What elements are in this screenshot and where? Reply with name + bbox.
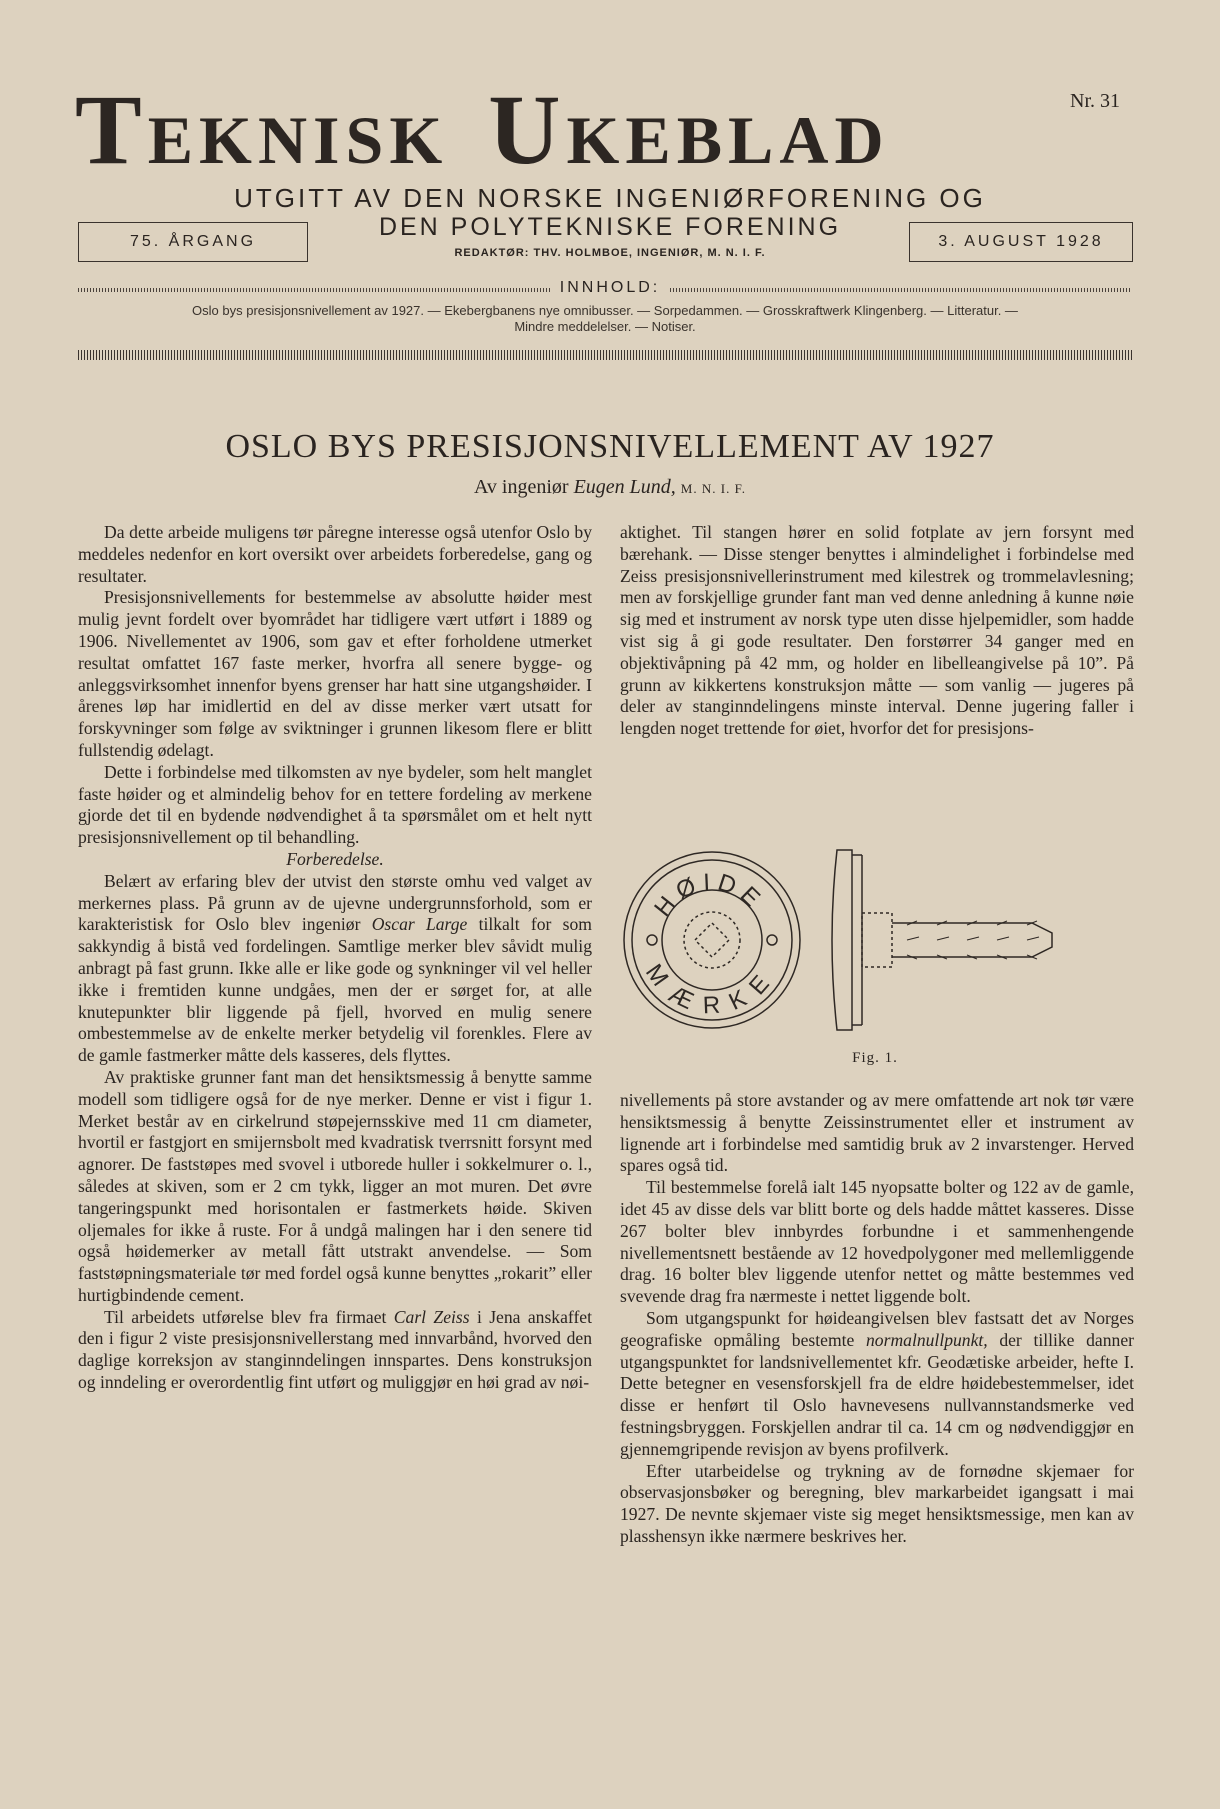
left-column: [78, 522, 592, 1394]
text-run: Til arbeidets utførelse blev fra firmaet: [104, 1306, 394, 1327]
byline-prefix: Av ingeniør: [473, 476, 574, 498]
term-italic: normalnullpunkt,: [866, 1329, 988, 1350]
disk-hole-right: [767, 935, 777, 945]
paragraph: Av praktiske grunner fant man det hensiktsmessig å benytte samme modell som tidligere også for de nye merker. Denne er vist i figur 1. Merket består av en cirkelrund støpejernsskive med 11 cm diameter, hvortil er fastgjort en smijernsbolt med kvadratisk tverrsnitt forsynt med agnorer. De faststøpes med svovel i utborede huller i sokkelmurer o. l., således at skiven, som er 2 cm tykk, ligger an mot muren. Det øvre tangeringspunkt med horisontalen er fastmerkets høide. Skiven oljemales for ikke å ruste. For å undgå malingen har i den senere tid også høidemerker av metall fått utstrakt anvendelse. — Som faststøpningsmateriale tør med fordel også kunne benyttes „rokarit” eller hurtigbindende cement.: [78, 1066, 592, 1305]
contents-rule-left: [78, 288, 550, 292]
paragraph: [78, 1307, 592, 1394]
subtitle-line-1: UTGITT AV DEN NORSKE INGENIØRFORENING OG: [234, 183, 986, 213]
paragraph: Dette i forbindelse med tilkomsten av nye bydeler, som helt manglet faste høider og et almindelig behov for en tettere fordeling av merkene gjorde det til en bydende nødvendighet å ta spørsmålet om et helt nytt presisjonsnivellement op til behandling.: [78, 761, 592, 848]
contents-line-1: Oslo bys presisjonsnivellement av 1927. — Ekebergbanens nye omnibusser. — Sorpedammen. — Grosskraftwerk Klingenberg. — Litteratur. —: [192, 303, 1018, 318]
header-divider: [78, 350, 1132, 360]
right-column-bottom: [620, 1090, 1134, 1548]
disk-hole-left: [647, 935, 657, 945]
text-run: tilkalt for som sakkyndig å bistå ved fordelingen. Samtlige merker blev såvidt mulig anbragt på fast grunn. Ikke alle er like gode og synkninger vil vel heller ikke i fremtiden kunne undgåes, men der er sørget for, at alle knutepunkter blir liggende på fjell, hvorved en mulig senere ombestemmelse av de enkelte merker betydelig vil forenkles. Flere av de gamle fastmerker måtte dels kasseres, dels flyttes.: [78, 914, 592, 1066]
paragraph: [620, 1308, 1134, 1461]
bolt-barbs: [907, 921, 1039, 959]
contents-list: [78, 303, 1132, 335]
masthead-u: U: [488, 74, 567, 185]
paragraph: Presisjonsnivellements for bestemmelse av absolutte høider mest mulig jevnt fordelt over byområdet har tidligere vært utført i 1889 og 1906. Nivellementet av 1906, som gav et efter forholdene utmerket resultat omfattet 167 faste merker, hvorfra all senere bygge- og anleggsvirksomhet innenfor byens grenser har hatt sine utgangshøider. I årenes løp har imidlertid en del av disse merker vært utsatt for forskyvninger som følge av sviktninger i grunnen likesom flere er blitt fullstendig ødelagt.: [78, 587, 592, 760]
paragraph: aktighet. Til stangen hører en solid fotplate av jern forsynt med bærehank. — Disse stenger benyttes i almindelighet i forbindelse med Zeiss presisjonsnivellerinstrument med kilestrek og trommelavlesning; men av forskjellige grunder fant man ved denne anledning å kunne nøie sig med et instrument av norsk type uten disse hjelpemidler, som hadde vist sig å gi gode resultater. Den forstørrer 34 ganger med en objektivåpning på 42 mm, og holder en libelleangivelse på 10”. På grunn av kikkertens konstruksjon måtte — som vanlig — jugeres på deler av stanginndelingens minste interval. Denne jugering faller i lengden noget trettende for øiet, hvorfor det for presisjons-: [620, 522, 1134, 739]
figure-text-hoide: [649, 869, 769, 922]
contents-rule-right: [670, 288, 1132, 292]
text-run: der tillike danner utgangspunktet for landsnivellementet kfr. Geodætiske arbeider, hefte I. Dette betegner en vesensforskjell fra de eldre høidebestemmelser, idet disse er henført til Oslo havnevesens nullvannstandsmerke ved festningsbryggen. Forskjellen andrar til ca. 14 cm og nødvendiggjør en gjennemgripende revisjon av byens profilverk.: [620, 1329, 1134, 1459]
article-title: OSLO BYS PRESISJONSNIVELLEMENT AV 1927: [225, 428, 995, 465]
text-run: Som utgangspunkt for høideangivelsen blev fastsatt det av Norges geografiske opmåling bestemte: [620, 1307, 1134, 1350]
masthead-word1: EKNISK: [147, 102, 449, 178]
contents-line-2: Mindre meddelelser. — Notiser.: [514, 319, 696, 334]
figure-text-maerke-path: MÆRKE: [639, 959, 779, 1020]
section-heading: Forberedelse.: [286, 848, 384, 869]
text-run: Belært av erfaring blev der utvist den største omhu ved valget av merkernes plass. På grunn av de ujevne undergrunnsforhold, som er karakteristisk for Oslo blev ingeniør: [78, 870, 592, 935]
paragraph: Til bestemmelse forelå ialt 145 nyopsatte bolter og 122 av de gamle, idet 45 av disse dels var blitt borte og dels hadde måttet kasseres. Disse 267 bolter blev innbyrdes forbundne i et sammenhengende nivellementsnett bestående av 12 hovedpolygoner med mellemliggende drag. 16 bolter blev liggende utenfor nettet og måtte bestemmes ved svevende drag fra nærmeste i nettet liggende bolt.: [620, 1177, 1134, 1307]
person-name: Oscar Large: [371, 914, 468, 935]
bolt-circle: [684, 912, 740, 968]
article-byline: [300, 476, 920, 499]
paragraph: Efter utarbeidelse og trykning av de fornødne skjemaer for observasjonsbøker og beregning, blev markarbeidet igangsatt i mai 1927. De nevnte skjemaer viste sig meget hensiktsmessige, men kan av plasshensyn ikke nærmere beskrives her.: [620, 1460, 1134, 1546]
editor-line: REDAKTØR: THV. HOLMBOE, INGENIØR, M. N. I. F.: [454, 247, 766, 259]
byline-author: Eugen Lund,: [573, 476, 676, 498]
text-run: i Jena anskaffet den i figur 2 viste presisjonsnivellerstang med innvarbånd, hvorved den daglige korreksjon av stanginndelingen innspartes. Dens konstruksjon og inndeling er overordentlig fint utført og muliggjør en høi grad av nøi-: [78, 1306, 592, 1393]
subtitle-line-2: DEN POLYTEKNISKE FORENING: [378, 213, 842, 241]
contents-heading: INNHOLD:: [559, 279, 661, 296]
paragraph: [78, 871, 592, 1067]
disk-side-view: [832, 850, 852, 1030]
figure-1-benchmark: [622, 835, 1132, 1075]
masthead-t: T: [75, 74, 148, 185]
byline-title: M. N. I. F.: [680, 481, 747, 496]
paragraph: nivellements på store avstander og av mere omfattende art nok tør være hensiktsmessig å benytte Zeissinstrumentet eller et instrument av lignende art i forbindelse med samtidig bruk av 2 invarstenger. Herved spares også tid.: [620, 1090, 1134, 1176]
bolt-socket: [862, 913, 892, 967]
right-column-top: [620, 522, 1134, 740]
paragraph: Da dette arbeide muligens tør påregne interesse også utenfor Oslo by meddeles nedenfor en kort oversikt over arbeidets forberedelse, gang og resultater.: [78, 522, 592, 586]
date-box: 3. AUGUST 1928: [909, 222, 1133, 262]
figure-caption: Fig. 1.: [852, 1050, 898, 1066]
volume-box: 75. ÅRGANG: [78, 222, 308, 262]
figure-text-hoide-path: HØIDE: [649, 868, 770, 922]
bolt-square: [695, 923, 729, 957]
company-name: Carl Zeiss: [393, 1306, 470, 1327]
masthead-word2: KEBLAD: [566, 102, 890, 178]
issue-number: Nr. 31: [1070, 90, 1120, 112]
masthead-title: [75, 74, 1135, 185]
